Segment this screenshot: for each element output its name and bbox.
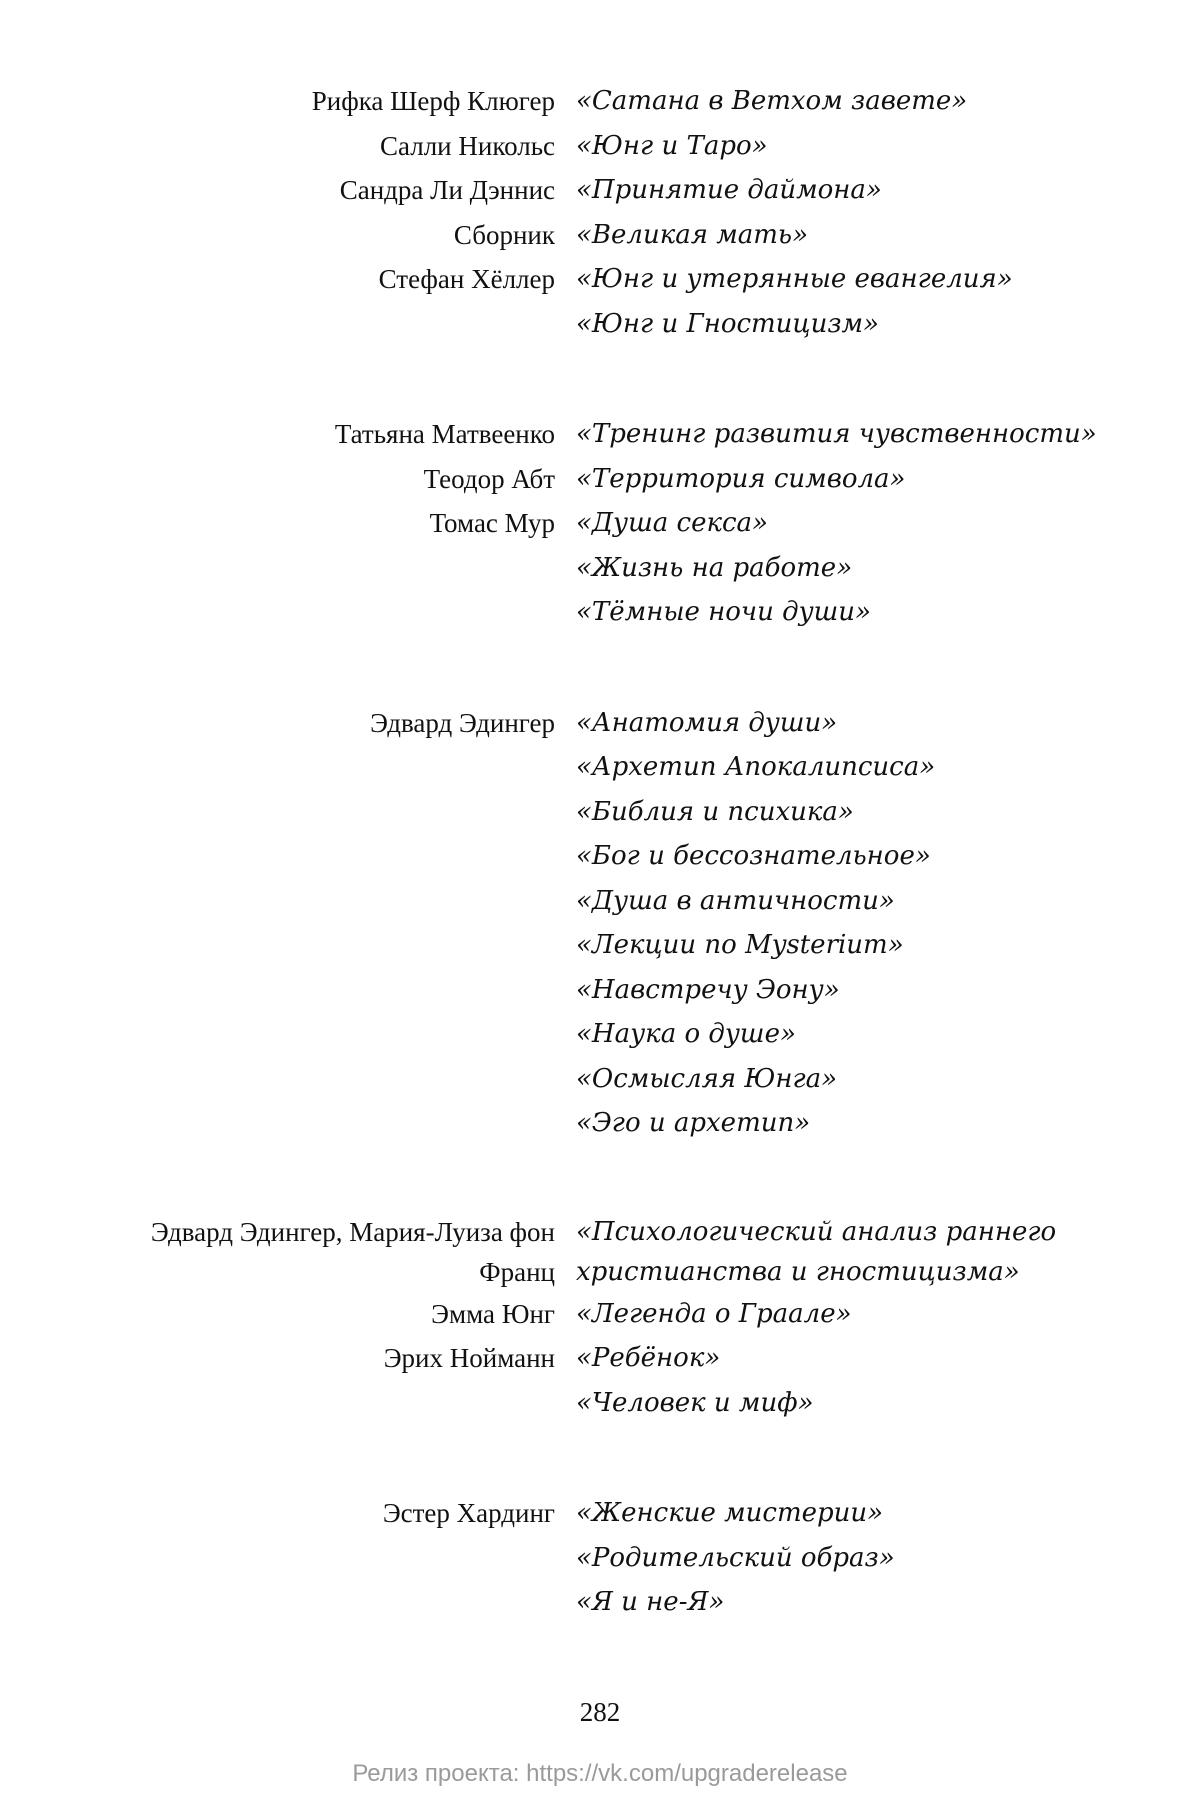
book-title: «Легенда о Граале» — [576, 1298, 852, 1329]
book-title: «Лекции по Mysterium» — [576, 930, 904, 960]
book-title: «Территория символа» — [576, 463, 906, 494]
author-name: Сандра Ли Дэннис — [339, 175, 555, 205]
list-item — [0, 923, 1200, 968]
book-title: «Принятие даймона» — [576, 175, 882, 205]
list-item — [0, 1580, 1200, 1625]
book-title: «Наука о душе» — [576, 1019, 796, 1049]
book-title: «Анатомия души» — [576, 707, 838, 738]
author-name: Томас Мур — [429, 508, 555, 538]
list-item — [0, 124, 1200, 169]
book-title: «Тёмные ночи души» — [576, 597, 871, 627]
book-title: «Женские мистерии» — [576, 1498, 884, 1528]
list-item — [0, 701, 1200, 746]
book-title: «Архетип Апокалипсиса» — [576, 752, 936, 782]
book-title: «Психологический анализ раннего христианства и гностицизма» — [576, 1216, 1057, 1287]
book-title: «Человек и миф» — [576, 1387, 814, 1418]
release-watermark-text: Релиз проекта: https://vk.com/upgraderelease — [352, 1760, 848, 1787]
list-item — [0, 879, 1200, 924]
author-name: Салли Никольс — [380, 130, 555, 161]
book-title: «Сатана в Ветхом завете» — [576, 86, 968, 116]
author-group — [0, 79, 1200, 346]
author-name: Эдвард Эдингер — [370, 707, 555, 738]
book-title: «Бог и бессознательное» — [576, 841, 931, 871]
list-item — [0, 968, 1200, 1013]
book-title: «Эго и архетип» — [576, 1108, 811, 1138]
list-item — [0, 1101, 1200, 1146]
book-title: «Родительский образ» — [576, 1542, 895, 1573]
list-item — [0, 745, 1200, 790]
list-item — [0, 412, 1200, 457]
author-name: Эдвард Эдингер, Мария-Луиза фон Франц — [150, 1216, 555, 1287]
author-name: Сборник — [453, 219, 555, 250]
book-title: «Библия и психика» — [576, 796, 854, 827]
author-group — [0, 1212, 1200, 1426]
list-item — [0, 168, 1200, 213]
list-item — [0, 257, 1200, 302]
list-item — [0, 790, 1200, 835]
book-title: «Юнг и утерянные евангелия» — [576, 264, 1013, 294]
book-title: «Жизнь на работе» — [576, 552, 853, 583]
book-title: «Великая мать» — [576, 219, 808, 250]
list-item — [0, 501, 1200, 546]
book-title: «Ребёнок» — [576, 1343, 721, 1373]
book-title: «Душа в античности» — [576, 885, 895, 916]
list-item — [0, 1057, 1200, 1102]
list-item — [0, 546, 1200, 591]
book-title: «Юнг и Гностицизм» — [576, 308, 879, 339]
author-name: Эмма Юнг — [431, 1298, 555, 1329]
list-item — [0, 79, 1200, 124]
list-item — [0, 1212, 1200, 1292]
author-group — [0, 412, 1200, 635]
book-title: «Навстречу Эону» — [576, 974, 840, 1005]
list-item — [0, 590, 1200, 635]
list-item — [0, 1536, 1200, 1581]
list-item — [0, 457, 1200, 502]
list-item — [0, 302, 1200, 347]
list-item — [0, 213, 1200, 258]
page-number: 282 — [579, 1697, 621, 1727]
author-group — [0, 701, 1200, 1146]
author-name: Рифка Шерф Клюгер — [311, 86, 555, 116]
book-title: «Душа секса» — [576, 508, 768, 538]
book-title: «Юнг и Таро» — [576, 130, 768, 161]
author-name: Татьяна Матвеенко — [334, 419, 555, 449]
bibliography-list — [0, 79, 1200, 1691]
list-item — [0, 1292, 1200, 1337]
author-group — [0, 1491, 1200, 1625]
book-title: «Я и не-Я» — [576, 1587, 725, 1617]
author-name: Теодор Абт — [423, 463, 555, 494]
author-name: Эстер Хардинг — [382, 1498, 555, 1528]
author-name: Стефан Хёллер — [378, 264, 555, 294]
list-item — [0, 1012, 1200, 1057]
list-item — [0, 1336, 1200, 1381]
list-item — [0, 1381, 1200, 1426]
list-item — [0, 1491, 1200, 1536]
author-name: Эрих Нойманн — [383, 1343, 555, 1373]
list-item — [0, 834, 1200, 879]
book-title: «Тренинг развития чувственности» — [576, 419, 1097, 449]
book-title: «Осмысляя Юнга» — [576, 1063, 838, 1094]
